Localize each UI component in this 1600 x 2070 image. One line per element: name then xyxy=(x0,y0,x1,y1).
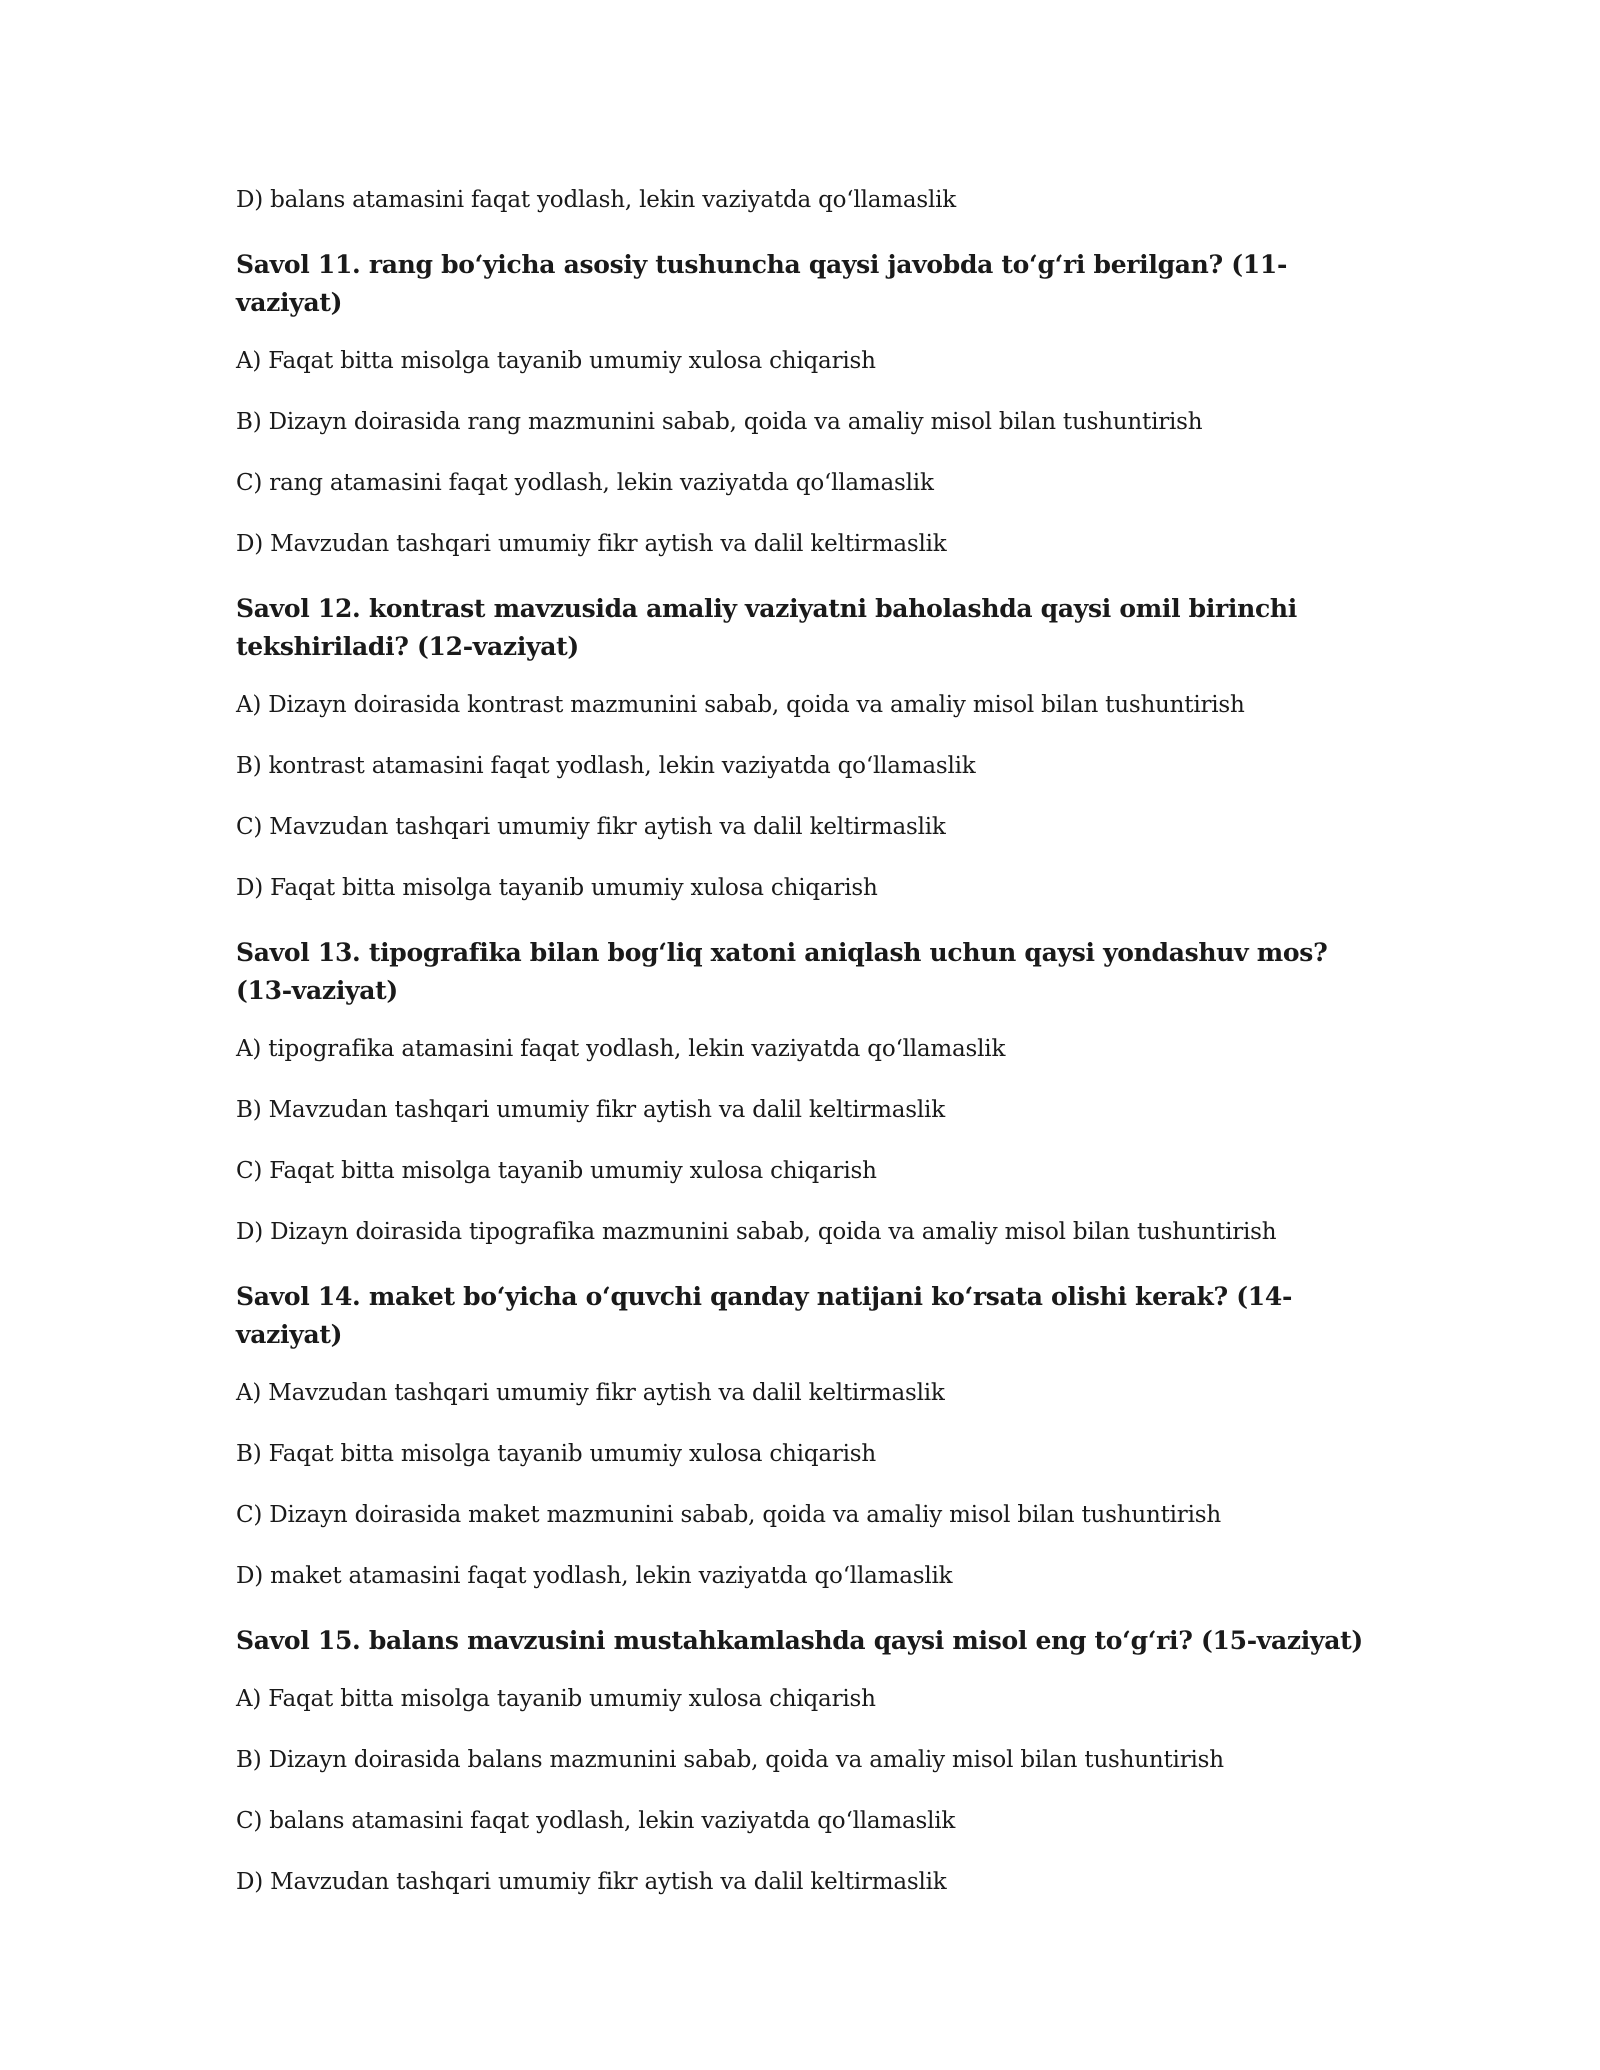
answer-option: D) maket atamasini faqat yodlash, lekin vaziyatda qo‘llamaslik xyxy=(236,1563,953,1589)
question-title: Savol 13. tipografika bilan bog‘liq xatoni aniqlash uchun qaysi yondashuv mos? (13-vaziyat) xyxy=(236,938,1328,1005)
answer-option: B) Mavzudan tashqari umumiy fikr aytish va dalil keltirmaslik xyxy=(236,1097,945,1123)
question-title: Savol 12. kontrast mavzusida amaliy vaziyatni baholashda qaysi omil birinchi tekshiriladi? (12-vaziyat) xyxy=(236,594,1298,661)
answer-option: D) Dizayn doirasida tipografika mazmunini sabab, qoida va amaliy misol bilan tushuntirish xyxy=(236,1219,1277,1245)
answer-option: D) Mavzudan tashqari umumiy fikr aytish va dalil keltirmaslik xyxy=(236,1869,947,1895)
answer-option: A) Faqat bitta misolga tayanib umumiy xulosa chiqarish xyxy=(236,1686,876,1712)
answer-option: A) Dizayn doirasida kontrast mazmunini sabab, qoida va amaliy misol bilan tushuntirish xyxy=(236,692,1245,718)
answer-option: C) Faqat bitta misolga tayanib umumiy xulosa chiqarish xyxy=(236,1158,877,1184)
answer-option: C) balans atamasini faqat yodlash, lekin vaziyatda qo‘llamaslik xyxy=(236,1808,956,1834)
answer-option: C) rang atamasini faqat yodlash, lekin vaziyatda qo‘llamaslik xyxy=(236,470,934,496)
question-block xyxy=(236,1278,1366,1591)
question-title: Savol 11. rang bo‘yicha asosiy tushuncha qaysi javobda to‘g‘ri berilgan? (11-vaziyat) xyxy=(236,250,1288,317)
answer-option: D) Mavzudan tashqari umumiy fikr aytish va dalil keltirmaslik xyxy=(236,531,947,557)
answer-option: C) Mavzudan tashqari umumiy fikr aytish va dalil keltirmaslik xyxy=(236,814,946,840)
answer-option: B) Faqat bitta misolga tayanib umumiy xulosa chiqarish xyxy=(236,1441,877,1467)
answer-option: A) Mavzudan tashqari umumiy fikr aytish va dalil keltirmaslik xyxy=(236,1380,945,1406)
answer-option: B) Dizayn doirasida rang mazmunini sabab, qoida va amaliy misol bilan tushuntirish xyxy=(236,409,1203,435)
question-title: Savol 14. maket bo‘yicha o‘quvchi qanday natijani ko‘rsata olishi kerak? (14-vaziyat) xyxy=(236,1282,1293,1349)
answer-option: A) Faqat bitta misolga tayanib umumiy xulosa chiqarish xyxy=(236,348,876,374)
answer-option: B) kontrast atamasini faqat yodlash, lekin vaziyatda qo‘llamaslik xyxy=(236,753,976,779)
answer-option: C) Dizayn doirasida maket mazmunini sabab, qoida va amaliy misol bilan tushuntirish xyxy=(236,1502,1221,1528)
question-block xyxy=(236,1622,1366,1897)
question-block xyxy=(236,246,1366,559)
answer-option: D) balans atamasini faqat yodlash, lekin vaziyatda qo‘llamaslik xyxy=(236,187,957,213)
answer-option: B) Dizayn doirasida balans mazmunini sabab, qoida va amaliy misol bilan tushuntirish xyxy=(236,1747,1224,1773)
question-title: Savol 15. balans mavzusini mustahkamlashda qaysi misol eng to‘g‘ri? (15-vaziyat) xyxy=(236,1626,1363,1655)
document-page xyxy=(236,185,1366,1928)
question-block xyxy=(236,934,1366,1247)
answer-option: A) tipografika atamasini faqat yodlash, lekin vaziyatda qo‘llamaslik xyxy=(236,1036,1006,1062)
answer-option: D) Faqat bitta misolga tayanib umumiy xulosa chiqarish xyxy=(236,875,878,901)
question-block xyxy=(236,590,1366,903)
